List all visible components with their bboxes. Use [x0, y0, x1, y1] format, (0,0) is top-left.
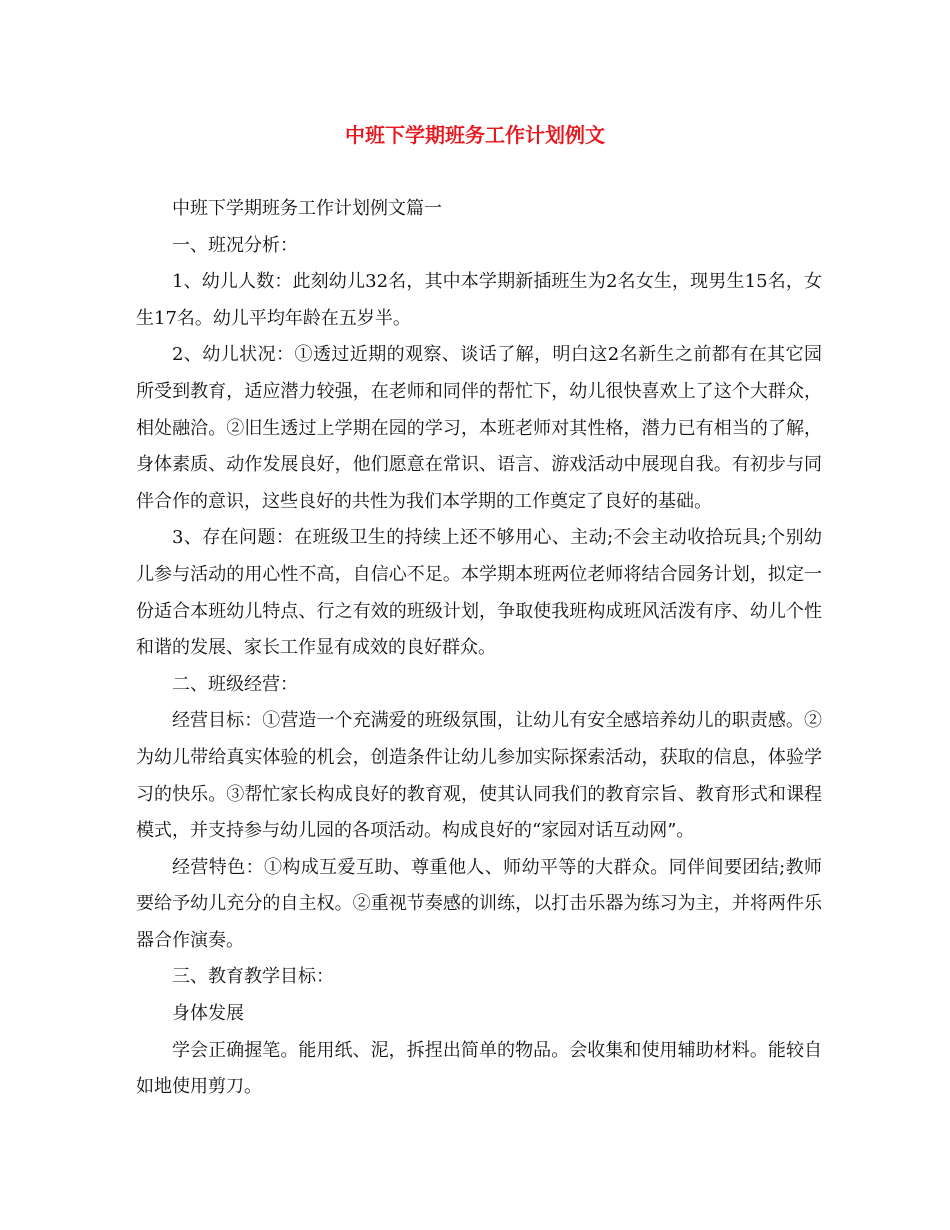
- document-title: 中班下学期班务工作计划例文: [345, 123, 605, 147]
- paragraph-management-goals: 经营目标：①营造一个充满爱的班级氛围，让幼儿有安全感培养幼儿的职责感。②为幼儿带给真实体验的机会，创造条件让幼儿参加实际探索活动，获取的信息，体验学习的快乐。③帮忙家长构成良好的教育观，使其认同我们的教育宗旨、教育形式和课程模式，并支持参与幼儿园的各项活动。构成良好的“家园对话互动网”。: [136, 710, 822, 842]
- paragraph-child-count: 1、幼儿人数：此刻幼儿32名，其中本学期新插班生为2名女生，现男生15名，女生17名。幼儿平均年龄在五岁半。: [136, 271, 822, 329]
- paragraph-heading-teaching-goals: 三、教育教学目标：: [172, 966, 334, 988]
- paragraph-management-features: 经营特色：①构成互爱互助、尊重他人、师幼平等的大群众。同伴间要团结;教师要给予幼儿充分的自主权。②重视节奏感的训练，以打击乐器为练习为主，并将两件乐器合作演奏。: [136, 856, 822, 951]
- paragraph-existing-problems: 3、存在问题：在班级卫生的持续上还不够用心、主动;不会主动收拾玩具;个别幼儿参与活动的用心性不高，自信心不足。本学期本班两位老师将结合园务计划，拟定一份适合本班幼儿特点、行之有效的班级计划，争取使我班构成班风活泼有序、幼儿个性和谐的发展、家长工作显有成效的良好群众。: [136, 527, 822, 659]
- paragraph-physical-development-text: 学会正确握笔。能用纸、泥，拆捏出简单的物品。会收集和使用辅助材料。能较自如地使用剪刀。: [136, 1039, 822, 1098]
- paragraph-child-status: 2、幼儿状况：①透过近期的观察、谈话了解，明白这2名新生之前都有在其它园所受到教育，适应潜力较强，在老师和同伴的帮忙下，幼儿很快喜欢上了这个大群众，相处融洽。②旧生透过上学期在园的学习，本班老师对其性格，潜力已有相当的了解，身体素质、动作发展良好，他们愿意在常识、语言、游戏活动中展现自我。有初步与同伴合作的意识，这些良好的共性为我们本学期的工作奠定了良好的基础。: [136, 344, 822, 512]
- paragraph-heading-class-management: 二、班级经营：: [172, 673, 298, 695]
- document-body: [136, 191, 822, 1106]
- paragraph-heading-class-analysis: 一、班况分析：: [172, 234, 298, 256]
- paragraph-subheading-physical-development: 身体发展: [172, 1003, 244, 1025]
- paragraph-section-heading: 中班下学期班务工作计划例文篇一: [172, 198, 442, 219]
